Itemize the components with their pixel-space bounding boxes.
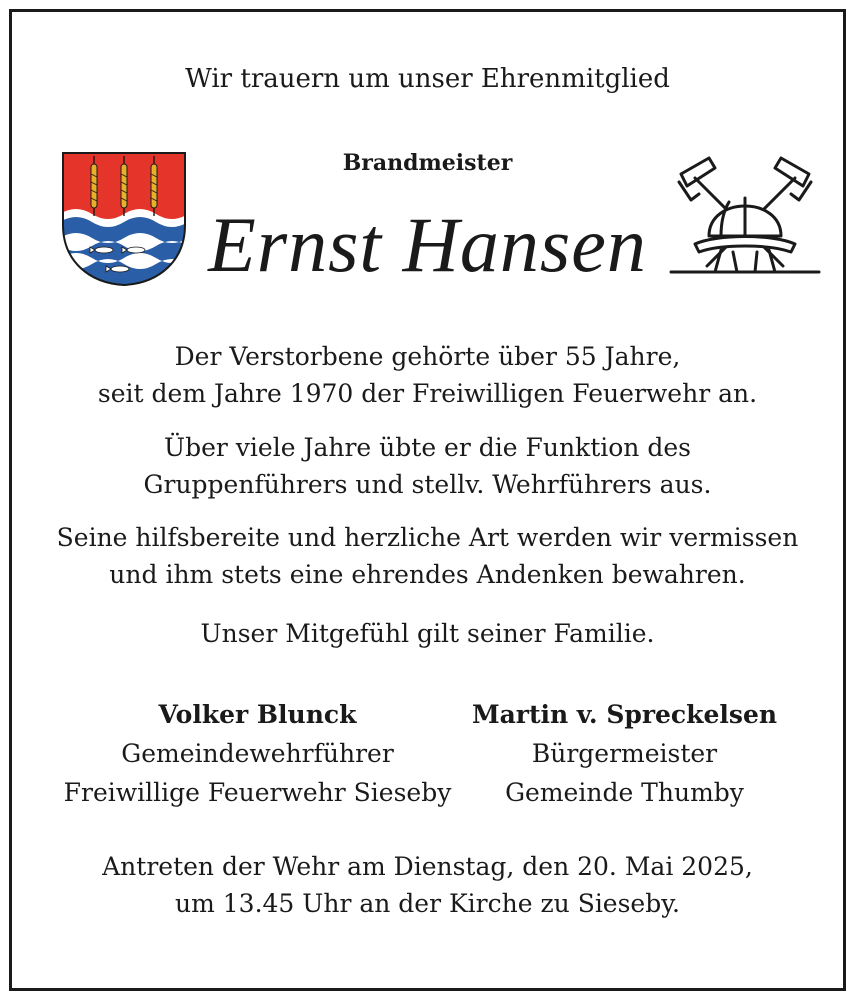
- text-line: seit dem Jahre 1970 der Freiwilligen Feuerwehr an.: [97, 379, 758, 408]
- signature-left: [50, 695, 465, 812]
- signer-title: Gemeindewehrführer: [121, 739, 394, 768]
- signer-organization: Gemeinde Thumby: [505, 778, 744, 807]
- text-line: Unser Mitgefühl gilt seiner Familie.: [200, 619, 655, 648]
- text-line: Gruppenführers und stellv. Wehrführers aus.: [143, 470, 712, 499]
- closing-announcement: [12, 848, 843, 922]
- signer-name: Volker Blunck: [158, 700, 357, 729]
- signer-title: Bürgermeister: [531, 739, 718, 768]
- signature-right: [417, 695, 832, 812]
- obituary-notice: [9, 9, 846, 991]
- text-line: Seine hilfsbereite und herzliche Art werden wir vermissen: [56, 523, 799, 552]
- text-line: Antreten der Wehr am Dienstag, den 20. Mai 2025,: [102, 852, 753, 881]
- intro-line: Wir trauern um unser Ehrenmitglied: [185, 64, 670, 94]
- text-line: und ihm stets eine ehrendes Andenken bewahren.: [109, 560, 746, 589]
- deceased-name: Ernst Hansen: [208, 201, 647, 288]
- fire-helmet-axes-icon: [665, 148, 825, 282]
- rank-label: Brandmeister: [342, 150, 513, 176]
- paragraph-condolence: [12, 615, 843, 652]
- text-line: Der Verstorbene gehörte über 55 Jahre,: [174, 342, 681, 371]
- paragraph-functions: [12, 429, 843, 503]
- text-line: um 13.45 Uhr an der Kirche zu Sieseby.: [175, 889, 680, 918]
- paragraph-membership: [12, 338, 843, 412]
- signer-name: Martin v. Spreckelsen: [471, 700, 778, 729]
- signer-organization: Freiwillige Feuerwehr Sieseby: [63, 778, 452, 807]
- paragraph-remembrance: [12, 519, 843, 593]
- text-line: Über viele Jahre übte er die Funktion des: [164, 433, 691, 462]
